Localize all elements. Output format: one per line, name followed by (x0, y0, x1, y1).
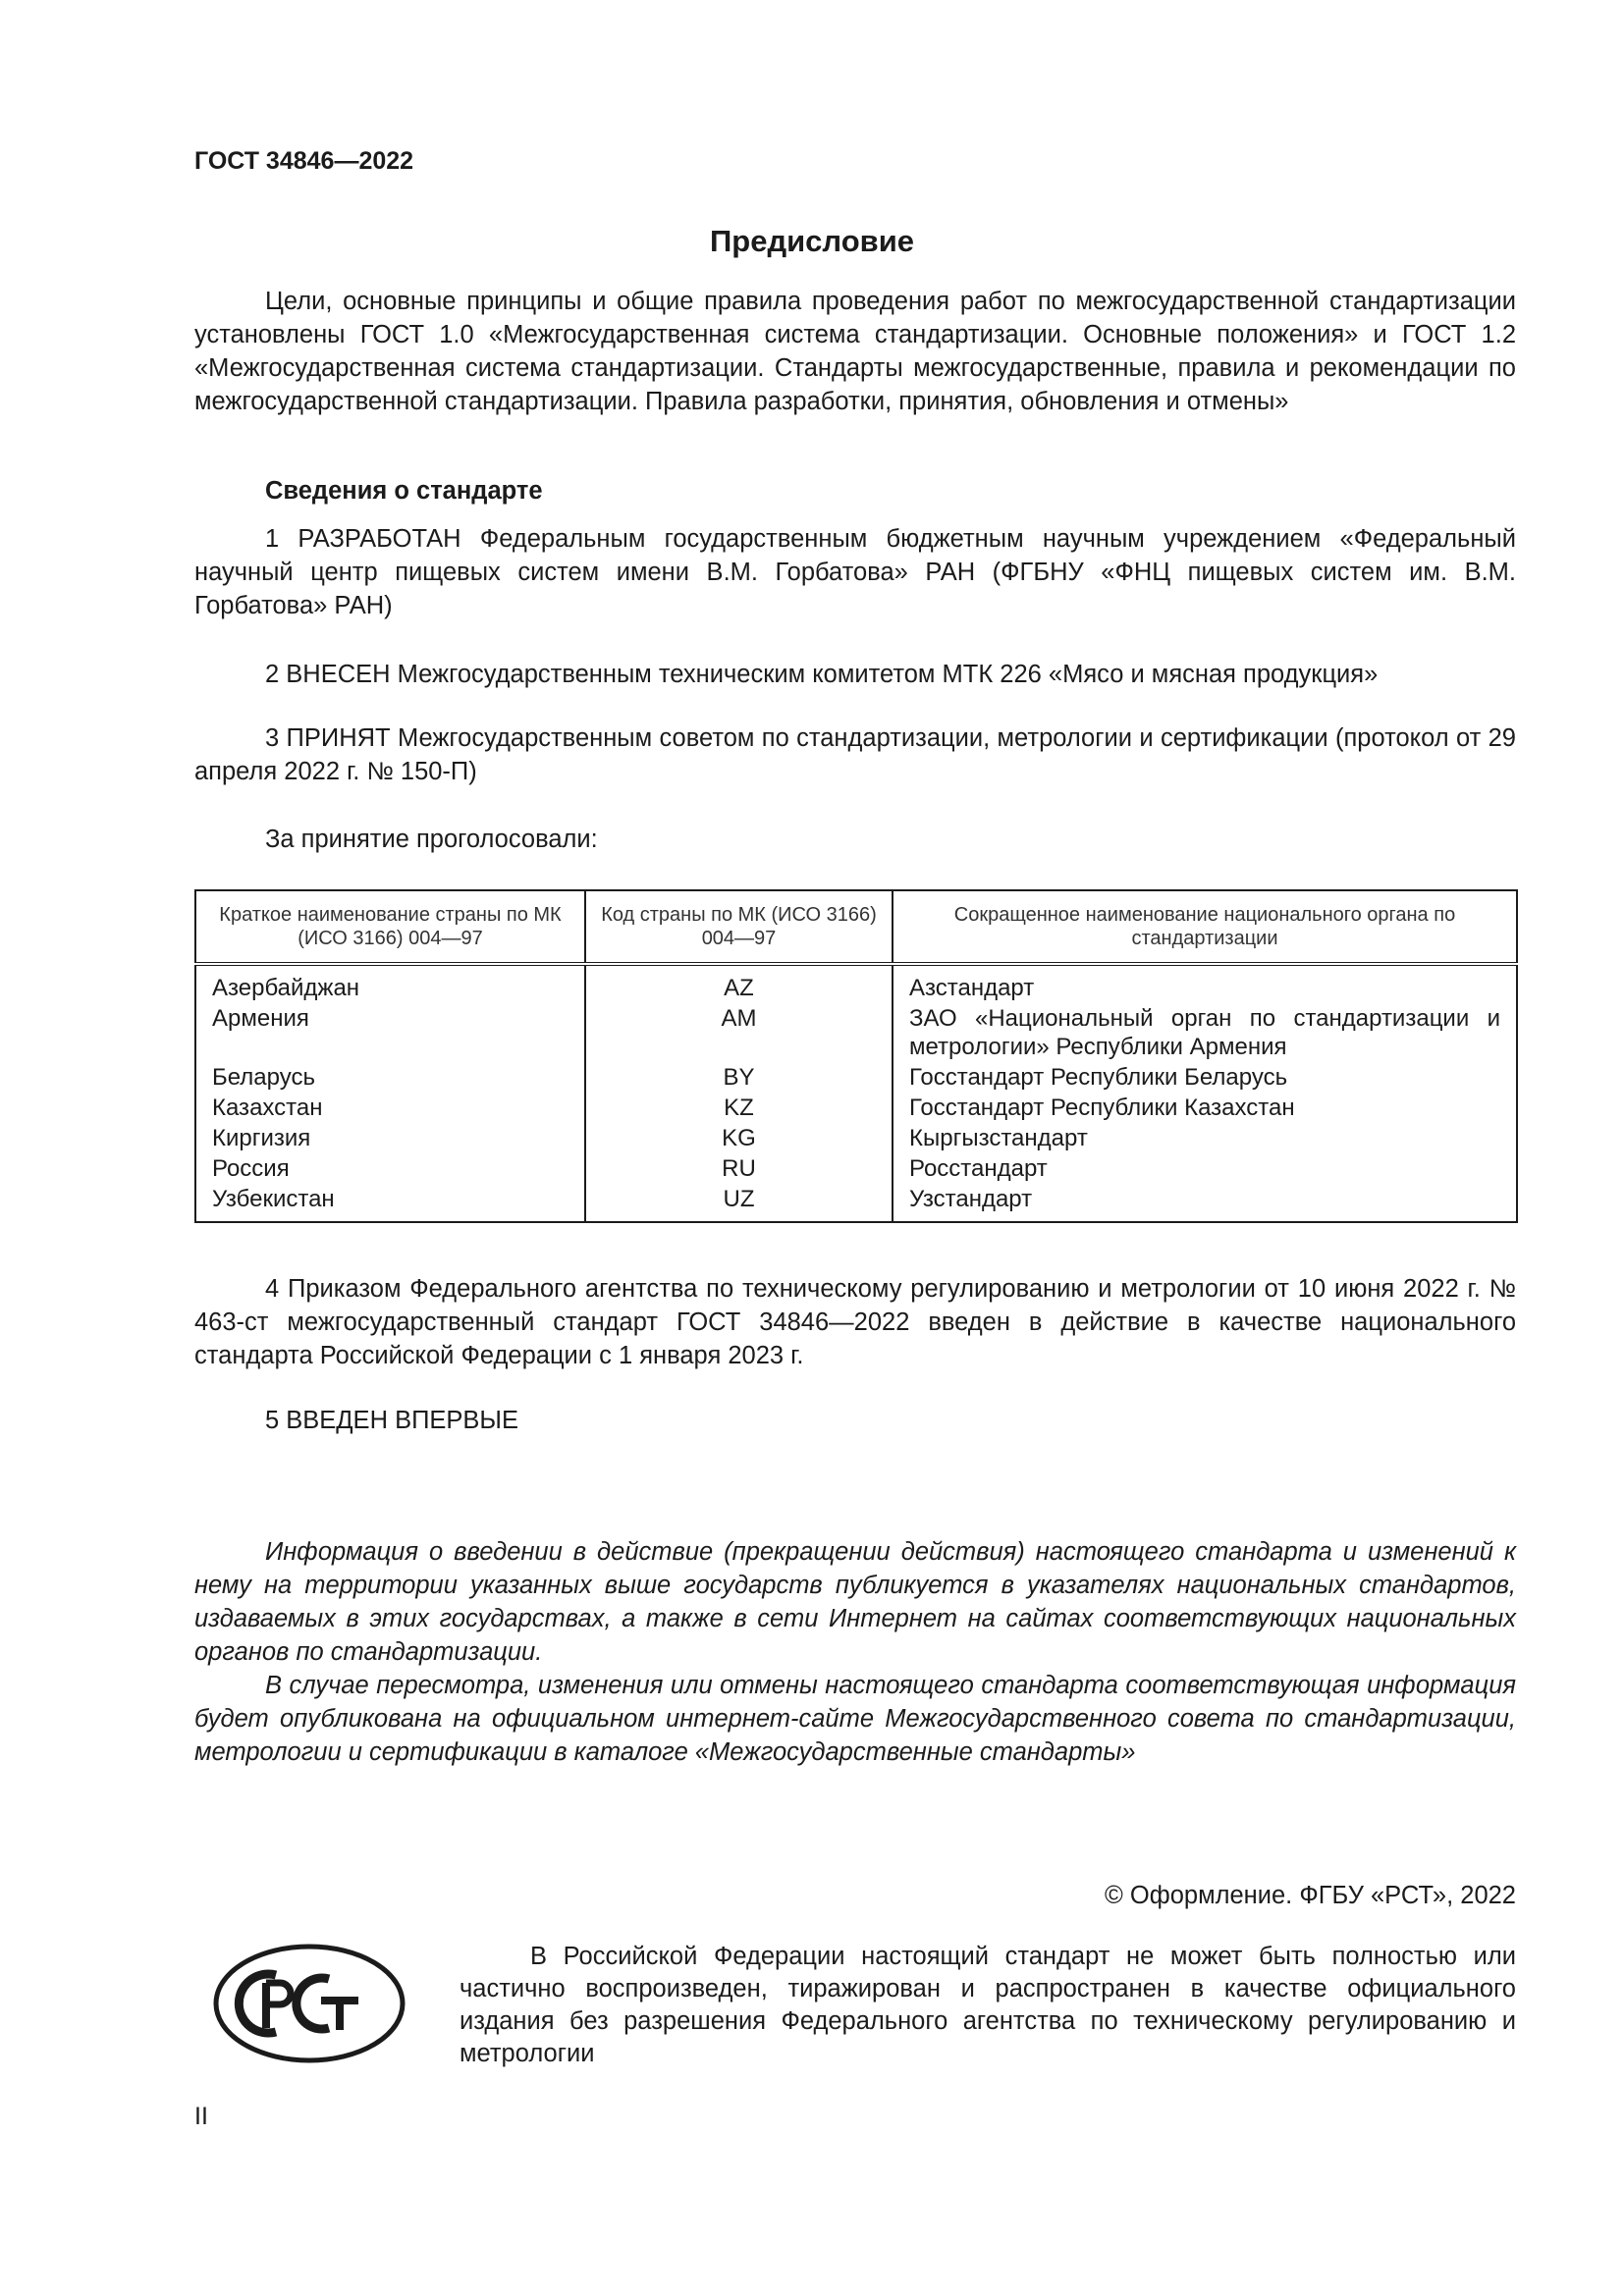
table-row (195, 1183, 1517, 1222)
rst-logo-icon (211, 1942, 407, 2065)
table-row (195, 1152, 1517, 1183)
cell-code: RU (585, 1152, 893, 1183)
cell-body: Госстандарт Республики Казахстан (893, 1092, 1517, 1122)
voted-for-label: За принятие проголосовали: (265, 826, 598, 853)
voting-table (194, 889, 1518, 1223)
page-number: II (194, 2103, 208, 2130)
header-national-body: Сокращенное наименование национального органа по стандартизации (893, 890, 1517, 964)
cell-country: Россия (195, 1152, 585, 1183)
document-code: ГОСТ 34846—2022 (194, 147, 414, 175)
cell-code: AM (585, 1002, 893, 1061)
cell-code: AZ (585, 964, 893, 1002)
cell-country: Беларусь (195, 1061, 585, 1092)
cell-country: Узбекистан (195, 1183, 585, 1222)
item-order: 4 Приказом Федерального агентства по техническому регулированию и метрологии от 10 июня 2022 г. № 463-ст межгосударственный стандарт ГОСТ 34846—2022 введен в действие в качестве национального стандарта Российской Федерации с 1 января 2023 г. (194, 1275, 1516, 1369)
page-title: Предисловие (709, 224, 914, 258)
header-code: Код страны по МК (ИСО 3166) 004—97 (585, 890, 893, 964)
table-row (195, 1002, 1517, 1061)
item-first-time: 5 ВВЕДЕН ВПЕРВЫЕ (265, 1407, 519, 1434)
info-heading: Сведения о стандарте (265, 477, 543, 505)
cell-country: Казахстан (195, 1092, 585, 1122)
cell-code: UZ (585, 1183, 893, 1222)
table-row (195, 1061, 1517, 1092)
cell-code: KG (585, 1122, 893, 1152)
cell-body: Госстандарт Республики Беларусь (893, 1061, 1517, 1092)
cell-code: BY (585, 1061, 893, 1092)
cell-country: Армения (195, 1002, 585, 1061)
note-info: Информация о введении в действие (прекращении действия) настоящего стандарта и изменений к нему на территории указанных выше государств публикуется в указателях национальных стандартов, издаваемых в этих государствах, а также в сети Интернет на сайтах соответствующих национальных органов по стандартизации. (194, 1538, 1516, 1666)
cell-body: Азстандарт (893, 964, 1517, 1002)
cell-country: Киргизия (195, 1122, 585, 1152)
cell-body: Кыргызстандарт (893, 1122, 1517, 1152)
item-developed: 1 РАЗРАБОТАН Федеральным государственным бюджетным научным учреждением «Федеральный научный центр пищевых систем имени В.М. Горбатова» РАН (ФГБНУ «ФНЦ пищевых систем им. В.М. Горбатова» РАН) (194, 525, 1516, 619)
note-revision: В случае пересмотра, изменения или отмены настоящего стандарта соответствующая информация будет опубликована на официальном интернет-сайте Межгосударственного совета по стандартизации, метрологии и сертификации в каталоге «Межгосударственные стандарты» (194, 1672, 1516, 1766)
cell-country: Азербайджан (195, 964, 585, 1002)
header-country: Краткое наименование страны по МК (ИСО 3166) 004—97 (195, 890, 585, 964)
reproduction-notice: В Российской Федерации настоящий стандарт не может быть полностью или частично воспроизведен, тиражирован и распространен в качестве официального издания без разрешения Федерального агентства по техническому регулированию и метрологии (460, 1943, 1516, 2067)
cell-body: Узстандарт (893, 1183, 1517, 1222)
copyright-line: © Оформление. ФГБУ «РСТ», 2022 (1105, 1882, 1516, 1909)
cell-body: Росстандарт (893, 1152, 1517, 1183)
intro-paragraph: Цели, основные принципы и общие правила проведения работ по межгосударственной стандартизации установлены ГОСТ 1.0 «Межгосударственная система стандартизации. Основные положения» и ГОСТ 1.2 «Межгосударственная система стандартизации. Стандарты межгосударственные, правила и рекомендации по межгосударственной стандартизации. Правила разработки, принятия, обновления и отмены» (194, 288, 1516, 415)
table-row (195, 1122, 1517, 1152)
cell-body: ЗАО «Национальный орган по стандартизации и метрологии» Республики Армения (893, 1002, 1517, 1061)
table-header-row (195, 890, 1517, 964)
table-row (195, 1092, 1517, 1122)
cell-code: KZ (585, 1092, 893, 1122)
item-introduced: 2 ВНЕСЕН Межгосударственным техническим комитетом МТК 226 «Мясо и мясная продукция» (265, 661, 1379, 688)
table-row (195, 964, 1517, 1002)
item-adopted: 3 ПРИНЯТ Межгосударственным советом по стандартизации, метрологии и сертификации (протокол от 29 апреля 2022 г. № 150-П) (194, 724, 1516, 785)
